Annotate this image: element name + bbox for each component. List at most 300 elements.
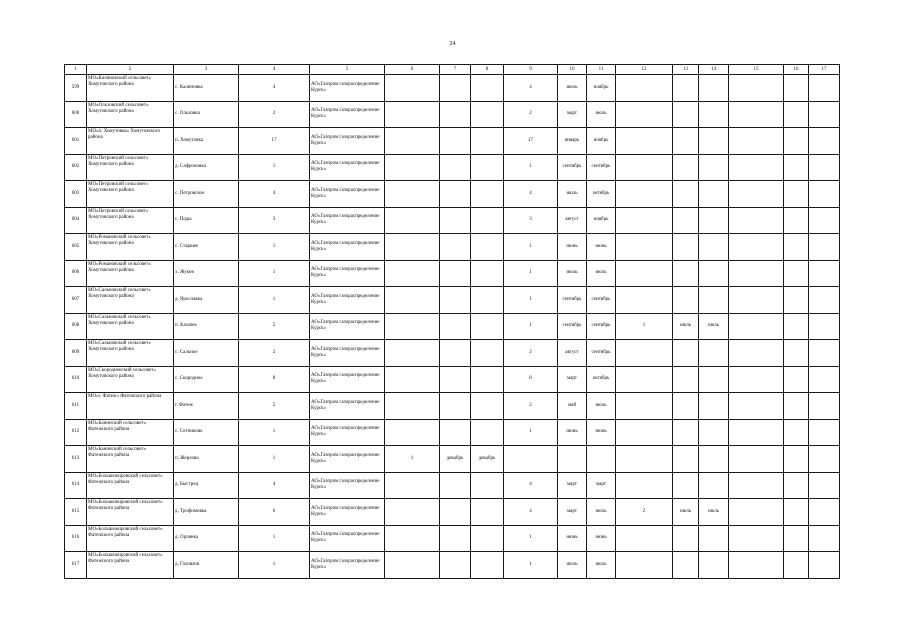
col12-cell (616, 75, 673, 102)
organization-cell: АО«Газпром газораспределение Курск» (310, 154, 385, 181)
col12-cell (616, 101, 673, 128)
col9-cell: 4 (504, 499, 558, 526)
organization-cell: АО«Газпром газораспределение Курск» (310, 340, 385, 367)
organization-cell: АО«Газпром газораспределение Курск» (310, 287, 385, 314)
table-row (65, 366, 840, 393)
municipality-cell: МО«Большежировский сельсовет» Фатежского района (87, 552, 174, 579)
col16-cell (784, 393, 809, 420)
col8-cell (471, 393, 504, 420)
col17-cell (809, 393, 840, 420)
col12-cell (616, 366, 673, 393)
col16-cell (784, 234, 809, 261)
col6-cell (385, 75, 440, 102)
col11-cell: октябрь (587, 181, 616, 208)
col9-cell: 4 (504, 181, 558, 208)
col16-cell (784, 207, 809, 234)
col13-cell (673, 101, 699, 128)
col7-cell (440, 154, 471, 181)
col17-cell (809, 552, 840, 579)
settlement-cell: д. Быстрец (174, 472, 239, 499)
col13-cell (673, 207, 699, 234)
row-number-cell: 603 (65, 181, 87, 208)
table-row (65, 75, 840, 102)
col10-cell: июль (558, 181, 587, 208)
col10-cell: сентябрь (558, 313, 587, 340)
col7-cell (440, 366, 471, 393)
column-number-1: 1 (65, 65, 87, 75)
organization-cell: АО«Газпром газораспределение Курск» (310, 393, 385, 420)
col12-cell (616, 128, 673, 155)
col4-cell: 2 (239, 313, 310, 340)
col12-cell (616, 340, 673, 367)
col15-cell (729, 234, 784, 261)
col9-cell: 2 (504, 101, 558, 128)
col11-cell: июль (587, 260, 616, 287)
col9-cell: 17 (504, 128, 558, 155)
col14-cell (699, 75, 729, 102)
col13-cell: июль (673, 499, 699, 526)
col7-cell (440, 525, 471, 552)
col10-cell: июль (558, 260, 587, 287)
col7-cell (440, 207, 471, 234)
col16-cell (784, 128, 809, 155)
col16-cell (784, 154, 809, 181)
organization-cell: АО«Газпром газораспределение Курск» (310, 260, 385, 287)
organization-cell: АО«Газпром газораспределение Курск» (310, 207, 385, 234)
organization-cell: АО«Газпром газораспределение Курск» (310, 499, 385, 526)
column-number-10: 10 (558, 65, 587, 75)
col16-cell (784, 181, 809, 208)
row-number-cell: 617 (65, 552, 87, 579)
col9-cell: 1 (504, 234, 558, 261)
col6-cell (385, 154, 440, 181)
row-number-cell: 606 (65, 260, 87, 287)
col10-cell: июль (558, 552, 587, 579)
col7-cell (440, 181, 471, 208)
col8-cell (471, 419, 504, 446)
col12-cell (616, 525, 673, 552)
row-number-cell: 612 (65, 419, 87, 446)
col4-cell: 8 (239, 366, 310, 393)
column-number-6: 6 (385, 65, 440, 75)
col6-cell (385, 419, 440, 446)
col7-cell (440, 472, 471, 499)
municipality-cell: МО«Калиновский сельсовет» Хомутовского района (87, 75, 174, 102)
col6-cell (385, 313, 440, 340)
settlement-cell: с. Поды (174, 207, 239, 234)
col12-cell (616, 207, 673, 234)
col8-cell (471, 260, 504, 287)
col8-cell (471, 207, 504, 234)
col4-cell: 2 (239, 340, 310, 367)
col12-cell (616, 472, 673, 499)
col10-cell (558, 446, 587, 473)
row-number-cell: 613 (65, 446, 87, 473)
organization-cell: АО«Газпром газораспределение Курск» (310, 525, 385, 552)
table-row (65, 128, 840, 155)
row-number-cell: 605 (65, 234, 87, 261)
col9-cell: 1 (504, 260, 558, 287)
col17-cell (809, 472, 840, 499)
col4-cell: 17 (239, 128, 310, 155)
settlement-cell: д. Орлянка (174, 525, 239, 552)
col16-cell (784, 75, 809, 102)
column-number-7: 7 (440, 65, 471, 75)
table-row (65, 234, 840, 261)
col6-cell (385, 207, 440, 234)
col9-cell: 1 (504, 154, 558, 181)
col8-cell (471, 366, 504, 393)
col11-cell: июль (587, 499, 616, 526)
col9-cell: 2 (504, 340, 558, 367)
col8-cell (471, 313, 504, 340)
organization-cell: АО«Газпром газораспределение Курск» (310, 472, 385, 499)
col10-cell: январь (558, 128, 587, 155)
col15-cell (729, 154, 784, 181)
col11-cell: ноябрь (587, 207, 616, 234)
col12-cell (616, 419, 673, 446)
settlement-cell: д. Сафроновка (174, 154, 239, 181)
col6-cell (385, 101, 440, 128)
column-number-12: 12 (616, 65, 673, 75)
col9-cell: 1 (504, 552, 558, 579)
col17-cell (809, 446, 840, 473)
col14-cell (699, 207, 729, 234)
col17-cell (809, 260, 840, 287)
table-row (65, 207, 840, 234)
col14-cell (699, 419, 729, 446)
col16-cell (784, 340, 809, 367)
col8-cell (471, 75, 504, 102)
settlement-cell: с. Сальное (174, 340, 239, 367)
col14-cell (699, 181, 729, 208)
col4-cell: 1 (239, 154, 310, 181)
col7-cell (440, 128, 471, 155)
col4-cell: 1 (239, 234, 310, 261)
col4-cell: 4 (239, 75, 310, 102)
col16-cell (784, 313, 809, 340)
col15-cell (729, 181, 784, 208)
municipality-cell: МО«Петровский сельсовет» Хомутовского района (87, 181, 174, 208)
table-row (65, 260, 840, 287)
col13-cell (673, 287, 699, 314)
row-number-cell: 607 (65, 287, 87, 314)
table-row (65, 419, 840, 446)
column-number-15: 15 (729, 65, 784, 75)
col4-cell: 1 (239, 260, 310, 287)
organization-cell: АО«Газпром газораспределение Курск» (310, 101, 385, 128)
col11-cell: сентябрь (587, 154, 616, 181)
col4-cell: 1 (239, 287, 310, 314)
col12-cell (616, 552, 673, 579)
col11-cell: июль (587, 393, 616, 420)
organization-cell: АО«Газпром газораспределение Курск» (310, 552, 385, 579)
col10-cell: март (558, 472, 587, 499)
table-row (65, 393, 840, 420)
column-number-8: 8 (471, 65, 504, 75)
col7-cell (440, 340, 471, 367)
column-number-16: 16 (784, 65, 809, 75)
col17-cell (809, 313, 840, 340)
col15-cell (729, 260, 784, 287)
municipality-cell: МО«Романовский сельсовет» Хомутовского района (87, 260, 174, 287)
col11-cell: ноябрь (587, 75, 616, 102)
col10-cell: март (558, 101, 587, 128)
table-body (65, 75, 840, 579)
col12-cell (616, 446, 673, 473)
col14-cell (699, 446, 729, 473)
col14-cell (699, 128, 729, 155)
col4-cell: 1 (239, 525, 310, 552)
col4-cell: 2 (239, 101, 310, 128)
col17-cell (809, 128, 840, 155)
col16-cell (784, 287, 809, 314)
col8-cell (471, 128, 504, 155)
col15-cell (729, 446, 784, 473)
col13-cell (673, 472, 699, 499)
column-number-5: 5 (310, 65, 385, 75)
col16-cell (784, 419, 809, 446)
col6-cell (385, 234, 440, 261)
col6-cell (385, 366, 440, 393)
col10-cell: сентябрь (558, 287, 587, 314)
col16-cell (784, 260, 809, 287)
col17-cell (809, 75, 840, 102)
col7-cell: декабрь (440, 446, 471, 473)
table-row (65, 154, 840, 181)
col11-cell: сентябрь (587, 340, 616, 367)
row-number-cell: 610 (65, 366, 87, 393)
col8-cell: декабрь (471, 446, 504, 473)
col7-cell (440, 234, 471, 261)
col10-cell: июнь (558, 525, 587, 552)
col13-cell (673, 75, 699, 102)
settlement-cell: д. Головачи (174, 552, 239, 579)
settlement-cell: с. Петровское (174, 181, 239, 208)
col15-cell (729, 101, 784, 128)
settlement-cell: п. Хомутовка (174, 128, 239, 155)
col7-cell (440, 287, 471, 314)
col6-cell (385, 472, 440, 499)
settlement-cell: с. Старшее (174, 234, 239, 261)
col17-cell (809, 101, 840, 128)
col9-cell: 8 (504, 366, 558, 393)
col4-cell: 3 (239, 207, 310, 234)
col10-cell: июнь (558, 234, 587, 261)
col11-cell: июнь (587, 525, 616, 552)
col6-cell: 1 (385, 446, 440, 473)
col14-cell: июль (699, 313, 729, 340)
col16-cell (784, 366, 809, 393)
col12-cell (616, 287, 673, 314)
col8-cell (471, 154, 504, 181)
col13-cell (673, 128, 699, 155)
col9-cell: 4 (504, 472, 558, 499)
col17-cell (809, 154, 840, 181)
row-number-cell: 614 (65, 472, 87, 499)
col13-cell (673, 340, 699, 367)
col17-cell (809, 419, 840, 446)
col12-cell (616, 260, 673, 287)
col14-cell (699, 234, 729, 261)
organization-cell: АО«Газпром газораспределение Курск» (310, 234, 385, 261)
organization-cell: АО«Газпром газораспределение Курск» (310, 313, 385, 340)
municipality-cell: МО«Романовский сельсовет» Хомутовского района (87, 234, 174, 261)
col16-cell (784, 499, 809, 526)
col13-cell (673, 419, 699, 446)
municipality-cell: МО«Большежировский сельсовет» Фатежского района (87, 525, 174, 552)
col15-cell (729, 287, 784, 314)
municipality-cell: МО«Большежировский сельсовет» Фатежского района (87, 472, 174, 499)
col10-cell: июнь (558, 419, 587, 446)
col15-cell (729, 525, 784, 552)
column-number-11: 11 (587, 65, 616, 75)
page-number: 24 (449, 41, 456, 47)
col7-cell (440, 313, 471, 340)
table-header (65, 65, 840, 75)
col11-cell: июнь (587, 419, 616, 446)
col8-cell (471, 499, 504, 526)
col17-cell (809, 366, 840, 393)
col10-cell: сентябрь (558, 154, 587, 181)
row-number-cell: 616 (65, 525, 87, 552)
col17-cell (809, 499, 840, 526)
col7-cell (440, 75, 471, 102)
municipality-cell: МО«Петровский сельсовет» Хомутовского района (87, 207, 174, 234)
table-row (65, 525, 840, 552)
col4-cell: 1 (239, 419, 310, 446)
col9-cell: 4 (504, 75, 558, 102)
col15-cell (729, 366, 784, 393)
column-number-9: 9 (504, 65, 558, 75)
col16-cell (784, 472, 809, 499)
settlement-cell: с. Скородное (174, 366, 239, 393)
col9-cell: 1 (504, 419, 558, 446)
col16-cell (784, 101, 809, 128)
col14-cell (699, 260, 729, 287)
col6-cell (385, 287, 440, 314)
col15-cell (729, 75, 784, 102)
table-row (65, 552, 840, 579)
table-row (65, 499, 840, 526)
col6-cell (385, 340, 440, 367)
table-row (65, 313, 840, 340)
municipality-cell: МО«г. Фатеж» Фатежского района (87, 393, 174, 420)
col4-cell: 4 (239, 181, 310, 208)
municipality-cell: МО«Ольховский сельсовет» Хомутовского района (87, 101, 174, 128)
col13-cell (673, 234, 699, 261)
organization-cell: АО«Газпром газораспределение Курск» (310, 446, 385, 473)
settlement-cell: п. Казачек (174, 313, 239, 340)
col15-cell (729, 552, 784, 579)
col15-cell (729, 128, 784, 155)
column-number-17: 17 (809, 65, 840, 75)
col9-cell: 3 (504, 207, 558, 234)
row-number-cell: 611 (65, 393, 87, 420)
settlement-cell: п. Жерлово (174, 446, 239, 473)
col17-cell (809, 207, 840, 234)
col10-cell: март (558, 499, 587, 526)
col10-cell: март (558, 366, 587, 393)
col12-cell: 1 (616, 313, 673, 340)
col4-cell: 6 (239, 499, 310, 526)
municipality-cell: МО«Сальновский сельсовет» Хомутовского района (87, 340, 174, 367)
col12-cell (616, 154, 673, 181)
row-number-cell: 615 (65, 499, 87, 526)
col11-cell (587, 446, 616, 473)
organization-cell: АО«Газпром газораспределение Курск» (310, 181, 385, 208)
col14-cell (699, 525, 729, 552)
col11-cell: март (587, 472, 616, 499)
col9-cell: 2 (504, 393, 558, 420)
col8-cell (471, 525, 504, 552)
column-number-2: 2 (87, 65, 174, 75)
col10-cell: май (558, 393, 587, 420)
col16-cell (784, 552, 809, 579)
col4-cell: 1 (239, 446, 310, 473)
col11-cell: июль (587, 101, 616, 128)
col15-cell (729, 313, 784, 340)
col15-cell (729, 419, 784, 446)
col4-cell: 2 (239, 393, 310, 420)
col8-cell (471, 287, 504, 314)
municipality-cell: МО«п. Хомутовка» Хомутовского района (87, 128, 174, 155)
row-number-cell: 608 (65, 313, 87, 340)
col13-cell (673, 393, 699, 420)
col8-cell (471, 340, 504, 367)
settlement-cell: д. Трофимовка (174, 499, 239, 526)
col7-cell (440, 101, 471, 128)
municipality-cell: МО«Сальновский сельсовет» Хомутовского района (87, 313, 174, 340)
table-row (65, 287, 840, 314)
col7-cell (440, 499, 471, 526)
municipality-cell: МО«Скородненский сельсовет» Хомутовского района (87, 366, 174, 393)
row-number-cell: 604 (65, 207, 87, 234)
gasification-schedule-table (64, 64, 840, 579)
col6-cell (385, 552, 440, 579)
col15-cell (729, 340, 784, 367)
col16-cell (784, 446, 809, 473)
col6-cell (385, 525, 440, 552)
col7-cell (440, 393, 471, 420)
col9-cell: 1 (504, 525, 558, 552)
col12-cell: 2 (616, 499, 673, 526)
col7-cell (440, 260, 471, 287)
row-number-cell: 599 (65, 75, 87, 102)
col13-cell (673, 446, 699, 473)
col13-cell (673, 552, 699, 579)
organization-cell: АО«Газпром газораспределение Курск» (310, 128, 385, 155)
col14-cell (699, 552, 729, 579)
col4-cell: 4 (239, 472, 310, 499)
col10-cell: август (558, 207, 587, 234)
col12-cell (616, 234, 673, 261)
col13-cell: июль (673, 313, 699, 340)
organization-cell: АО«Газпром газораспределение Курск» (310, 419, 385, 446)
settlement-cell: с. Калиновка (174, 75, 239, 102)
col8-cell (471, 234, 504, 261)
col11-cell: июнь (587, 234, 616, 261)
col14-cell (699, 472, 729, 499)
col14-cell (699, 287, 729, 314)
col8-cell (471, 101, 504, 128)
table-row (65, 181, 840, 208)
col12-cell (616, 181, 673, 208)
column-number-row (65, 65, 840, 75)
col8-cell (471, 181, 504, 208)
col8-cell (471, 472, 504, 499)
col11-cell: ноябрь (587, 128, 616, 155)
